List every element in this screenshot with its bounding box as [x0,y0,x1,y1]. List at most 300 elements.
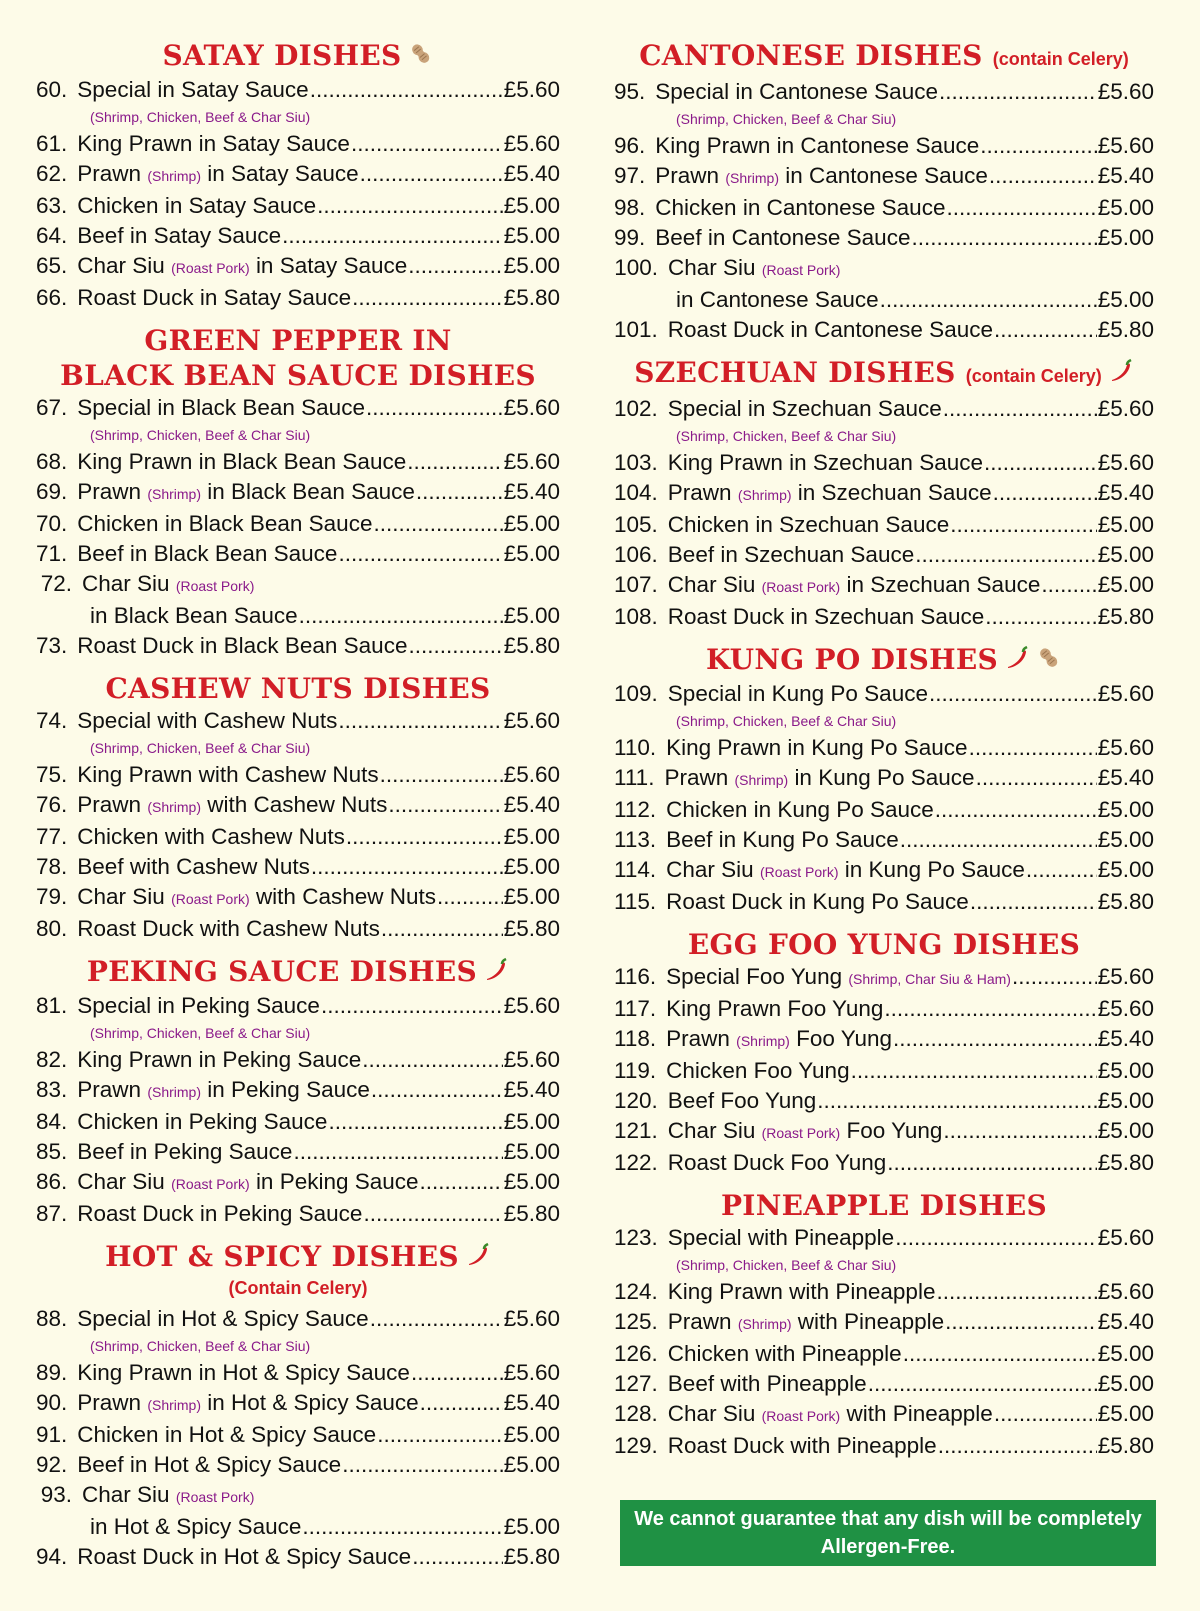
leader-dots [299,601,503,631]
section-kung-po [614,642,1154,917]
item-name-rest: in Satay Sauce [207,161,359,186]
leader-dots [911,223,1096,253]
section-cantonese [614,38,1154,345]
leader-dots [352,283,503,313]
item-name: Special with Cashew Nuts [77,708,338,733]
leader-dots [346,822,503,852]
section-title-text: HOT & SPICY DISHES [105,1240,459,1273]
item-number: 122. [614,1150,658,1175]
item-price: £5.40 [1097,1026,1154,1051]
item-name: Beef with Pineapple [667,1371,867,1396]
leader-dots [976,763,1097,793]
menu-item [36,1199,560,1229]
item-name: Chicken in Cantonese Sauce [655,195,946,220]
item-number: 117. [614,996,657,1021]
menu-item [36,75,560,129]
item-note: (Shrimp, Chicken, Beef & Char Siu) [90,109,311,125]
item-price: £5.60 [1097,996,1154,1021]
menu-item [614,448,1154,478]
item-name: Chicken with Cashew Nuts [77,824,345,849]
item-name [82,1480,254,1512]
item-number: 82. [36,1047,68,1072]
item-number: 108. [614,604,658,629]
item-price: £5.80 [503,1544,560,1569]
item-name [666,855,1025,887]
leader-dots [282,221,503,251]
item-note: (Shrimp, Chicken, Beef & Char Siu) [90,1338,311,1354]
leader-dots [900,825,1097,855]
section-title [36,954,560,991]
item-name-rest: Foo Yung [796,1026,893,1051]
item-number: 129. [614,1433,658,1458]
leader-dots [884,994,1096,1024]
item-name: Special in Hot & Spicy Sauce [77,1306,369,1331]
item-price: £5.60 [503,1047,560,1072]
item-name: Chicken in Black Bean Sauce [77,511,373,536]
section-title-text: PINEAPPLE DISHES [720,1189,1048,1222]
item-price: £5.60 [1097,681,1154,706]
menu-item [614,733,1154,763]
item-number: 77. [36,824,68,849]
item-price: £5.00 [1097,287,1154,312]
menu-item [36,1304,560,1358]
item-price: £5.00 [503,1452,560,1477]
leader-dots [416,477,503,507]
item-price: £5.00 [503,1109,560,1134]
item-name-rest: with Cashew Nuts [207,792,388,817]
item-price: £5.00 [503,603,560,628]
item-name [77,1388,418,1420]
item-name [668,570,1041,602]
item-number: 128. [614,1401,658,1426]
menu-item [614,602,1154,632]
menu-item [614,1116,1154,1148]
leader-dots [437,882,503,912]
item-price: £5.00 [1097,1058,1154,1083]
item-name [668,1307,944,1339]
menu-item [36,760,560,790]
section-title [614,355,1154,394]
menu-item [36,914,560,944]
item-number: 121. [614,1118,658,1143]
leader-dots [328,1107,502,1137]
item-price: £5.00 [1097,797,1154,822]
leader-dots [366,393,503,423]
item-name: Beef Foo Yung [667,1088,817,1113]
leader-dots [317,191,503,221]
item-tag: (Roast Pork) [761,262,841,278]
menu-item [36,393,560,447]
item-number: 119. [614,1058,657,1083]
item-number: 84. [36,1109,68,1134]
item-price: £5.00 [503,541,560,566]
leader-dots [946,193,1096,223]
item-price: £5.00 [503,1514,560,1539]
menu-item [614,1148,1154,1178]
item-price: £5.60 [503,449,560,474]
item-name-main: Char Siu [666,857,754,882]
menu-item [614,394,1154,448]
item-number: 67. [36,395,68,420]
leader-dots [903,1339,1097,1369]
section-title-text: SZECHUAN DISHES [634,356,956,389]
item-name-rest: with Cashew Nuts [255,884,437,909]
item-price: £5.60 [503,77,560,102]
item-number: 123. [614,1225,658,1250]
item-price: £5.00 [1097,1341,1154,1366]
menu-item [614,193,1154,223]
menu-item [614,1431,1154,1461]
item-number: 76. [36,792,68,817]
item-name: King Prawn in Black Bean Sauce [77,449,407,474]
item-name-continued: in Cantonese Sauce [676,287,879,312]
leader-dots [985,602,1096,632]
leader-dots [408,631,502,661]
item-name [77,1075,370,1107]
item-price: £5.80 [503,633,560,658]
item-price: £5.00 [1097,512,1154,537]
item-price: £5.80 [1097,889,1154,914]
leader-dots [984,448,1097,478]
leader-dots [817,1086,1096,1116]
item-name-main: Prawn [77,1077,142,1102]
item-name: Chicken in Satay Sauce [77,193,317,218]
menu-item [36,569,560,631]
item-tag: (Shrimp) [147,486,201,502]
item-number: 107. [614,572,658,597]
item-name: King Prawn in Hot & Spicy Sauce [77,1360,410,1385]
item-name-main: Prawn [664,765,729,790]
section-peking [36,954,560,1229]
item-number: 69. [36,479,68,504]
item-name-main: Char Siu [77,1169,165,1194]
menu-item [614,570,1154,602]
item-name [77,477,415,509]
item-number: 78. [36,854,68,879]
item-name-rest: in Szechuan Sauce [797,480,992,505]
menu-item [36,1167,560,1199]
item-price: £5.00 [1097,195,1154,220]
item-number: 114. [614,857,657,882]
item-price: £5.00 [1097,1118,1154,1143]
menu-item [614,131,1154,161]
item-number: 75. [36,762,68,787]
item-price: £5.00 [1097,1401,1154,1426]
item-name-main: Prawn [77,161,142,186]
item-tag: (Roast Pork) [761,1125,841,1141]
item-number: 106. [614,542,658,567]
item-name: King Prawn Foo Yung [666,996,884,1021]
item-price: £5.00 [503,824,560,849]
item-note: (Shrimp, Chicken, Beef & Char Siu) [90,427,311,443]
item-name-main: Char Siu [668,255,756,280]
menu-item [36,1137,560,1167]
item-number: 96. [614,133,646,158]
item-number: 81. [36,993,68,1018]
menu-item [614,994,1154,1024]
menu-item [36,1450,560,1480]
section-title-text-2: BLACK BEAN SAUCE DISHES [60,359,536,392]
item-number: 105. [614,512,658,537]
item-name-main: Prawn [655,163,720,188]
item-number: 103. [614,450,658,475]
leader-dots [994,1399,1097,1429]
item-name-continued: in Hot & Spicy Sauce [90,1514,302,1539]
item-name: Roast Duck with Pineapple [667,1433,937,1458]
leader-dots [311,852,503,882]
item-tag: (Shrimp) [725,170,779,186]
leader-dots [338,539,502,569]
item-price: £5.60 [503,1306,560,1331]
menu-item [36,159,560,191]
item-name-rest: Foo Yung [846,1118,943,1143]
section-title [36,671,560,706]
leader-dots [929,679,1097,709]
item-name-rest: in Hot & Spicy Sauce [207,1390,419,1415]
leader-dots [943,1116,1096,1146]
item-name: Special in Black Bean Sauce [77,395,365,420]
item-number: 110. [614,735,657,760]
item-name-rest: in Kung Po Sauce [794,765,975,790]
item-tag: (Roast Pork) [761,1408,841,1424]
item-number: 71. [36,541,68,566]
item-name: Chicken in Szechuan Sauce [667,512,950,537]
item-name: King Prawn in Szechuan Sauce [667,450,983,475]
item-name-main: Prawn [77,792,142,817]
item-price: £5.60 [1097,133,1154,158]
menu-item [36,509,560,539]
item-note: (Shrimp, Chicken, Beef & Char Siu) [676,428,897,444]
item-name: Beef in Satay Sauce [77,223,282,248]
section-title [36,323,560,358]
section-black-bean [36,323,560,661]
item-name: Roast Duck in Cantonese Sauce [667,317,993,342]
item-price: £5.60 [1097,1225,1154,1250]
menu-item [614,763,1154,795]
leader-dots [945,1307,1097,1337]
item-name: Special in Kung Po Sauce [667,681,928,706]
item-number: 124. [614,1279,658,1304]
leader-dots [377,1420,503,1450]
item-price: £5.00 [503,1422,560,1447]
leader-dots [420,1167,503,1197]
item-price: £5.00 [1097,542,1154,567]
item-price: £5.00 [1097,1088,1154,1113]
menu-item [36,129,560,159]
leader-dots [363,1199,502,1229]
menu-column-left [36,38,560,1582]
menu-item [614,795,1154,825]
menu-item [36,1045,560,1075]
item-name [655,161,988,193]
leader-dots [893,1024,1097,1054]
leader-dots [1012,962,1097,992]
leader-dots [310,75,503,105]
item-name [666,962,1011,994]
item-price: £5.40 [503,161,560,186]
item-number: 109. [614,681,658,706]
item-number: 73. [36,633,68,658]
item-name [668,1116,943,1148]
menu-item [614,1056,1154,1086]
item-name: King Prawn in Satay Sauce [77,131,350,156]
leader-dots [293,1137,502,1167]
item-price: £5.00 [503,193,560,218]
item-number: 90. [36,1390,68,1415]
peanut-icon [1036,644,1062,679]
item-name-rest: in Kung Po Sauce [844,857,1025,882]
item-name: Beef with Cashew Nuts [77,854,310,879]
item-price: £5.40 [1097,1309,1154,1334]
section-satay [36,38,560,313]
section-title-note: (contain Celery) [965,366,1102,386]
item-tag: (Roast Pork) [171,891,250,907]
item-number: 94. [36,1544,68,1569]
item-number: 89. [36,1360,68,1385]
item-tag: (Shrimp) [147,1084,201,1100]
menu-item [614,77,1154,131]
item-price: £5.40 [1097,765,1154,790]
item-name-main: Char Siu [667,1118,756,1143]
item-name-rest: with Pineapple [846,1401,993,1426]
item-name [666,1024,892,1056]
item-note: (Shrimp, Chicken, Beef & Char Siu) [676,713,897,729]
menu-item [614,1307,1154,1339]
item-name: Roast Duck in Black Bean Sauce [77,633,408,658]
item-name: Special in Cantonese Sauce [655,79,938,104]
item-number: 85. [36,1139,68,1164]
menu-item [614,510,1154,540]
item-price: £5.00 [503,884,560,909]
leader-dots [935,795,1097,825]
item-number: 95. [614,79,646,104]
menu-item [614,223,1154,253]
leader-dots [408,251,502,281]
menu-item [36,191,560,221]
item-price: £5.60 [1097,450,1154,475]
item-name: Beef in Peking Sauce [77,1139,293,1164]
item-name [77,251,407,283]
item-price: £5.60 [503,762,560,787]
item-name-rest: in Peking Sauce [255,1169,419,1194]
leader-dots [420,1388,503,1418]
leader-dots [915,540,1096,570]
item-note: (Shrimp, Chicken, Beef & Char Siu) [676,111,897,127]
item-name: Roast Duck in Hot & Spicy Sauce [77,1544,412,1569]
section-title [614,38,1154,77]
item-number: 120. [614,1088,658,1113]
item-tag: (Shrimp) [737,487,792,503]
menu-item [614,962,1154,994]
item-price: £5.60 [503,708,560,733]
item-name: Chicken with Pineapple [667,1341,902,1366]
menu-item [36,283,560,313]
item-name-main: Char Siu [667,1401,756,1426]
menu-item [36,822,560,852]
leader-dots [993,478,1097,508]
menu-item [614,825,1154,855]
section-title-text: CANTONESE DISHES [639,39,983,72]
item-number: 70. [36,511,68,536]
leader-dots [370,1304,503,1334]
menu-item [36,1542,560,1572]
item-name: Beef in Szechuan Sauce [667,542,915,567]
item-tag: (Shrimp) [147,1397,201,1413]
item-number: 116. [614,964,657,989]
item-number: 64. [36,223,68,248]
leader-dots [338,706,502,736]
item-price: £5.60 [1097,396,1154,421]
menu-item [36,251,560,283]
item-name-main: Char Siu [82,1482,170,1507]
item-note: (Shrimp, Chicken, Beef & Char Siu) [676,1257,897,1273]
item-number: 88. [36,1306,68,1331]
item-name [668,253,840,285]
menu-item [36,1358,560,1388]
leader-dots [938,1431,1097,1461]
item-name: Roast Duck in Kung Po Sauce [666,889,969,914]
item-name-main: Char Siu [667,572,756,597]
item-tag: (Roast Pork) [171,1176,250,1192]
menu-item [36,1420,560,1450]
leader-dots [939,77,1097,107]
chili-icon [483,956,509,991]
section-title-text: CASHEW NUTS DISHES [105,672,491,705]
item-note: (Shrimp, Chicken, Beef & Char Siu) [90,1025,311,1041]
allergen-notice [620,1500,1156,1566]
item-number: 62. [36,161,68,186]
item-number: 127. [614,1371,658,1396]
item-price: £5.00 [503,511,560,536]
item-tag: (Roast Pork) [175,1489,255,1505]
item-price: £5.40 [503,1077,560,1102]
item-name: Special in Satay Sauce [77,77,309,102]
menu-item [614,1223,1154,1277]
item-price: £5.80 [1097,1433,1154,1458]
item-number: 83. [36,1077,68,1102]
item-note: (Shrimp, Chicken, Beef & Char Siu) [90,740,311,756]
item-name-rest: in Satay Sauce [255,253,408,278]
section-title-note: (contain Celery) [992,49,1129,69]
leader-dots [970,887,1097,917]
menu-item [614,855,1154,887]
leader-dots [380,760,503,790]
leader-dots [851,1056,1097,1086]
section-title [36,1239,560,1276]
leader-dots [994,315,1097,345]
section-title-text: PEKING SAUCE DISHES [86,955,478,988]
item-name: Special in Peking Sauce [77,993,320,1018]
menu-item [36,991,560,1045]
item-name-main: Char Siu [82,571,170,596]
item-number: 102. [614,396,658,421]
section-cashew [36,671,560,944]
item-number: 97. [614,163,646,188]
item-number: 118. [614,1026,657,1051]
leader-dots [895,1223,1096,1253]
menu-item [614,161,1154,193]
item-number: 87. [36,1201,68,1226]
section-title-text: SATAY DISHES [162,39,402,72]
item-tag: (Shrimp) [737,1316,792,1332]
item-price: £5.60 [503,1360,560,1385]
item-price: £5.00 [503,223,560,248]
item-price: £5.40 [503,792,560,817]
item-price: £5.00 [503,1139,560,1164]
menu-item [36,1480,560,1542]
item-price: £5.40 [1097,163,1154,188]
item-name: Beef in Kung Po Sauce [666,827,899,852]
